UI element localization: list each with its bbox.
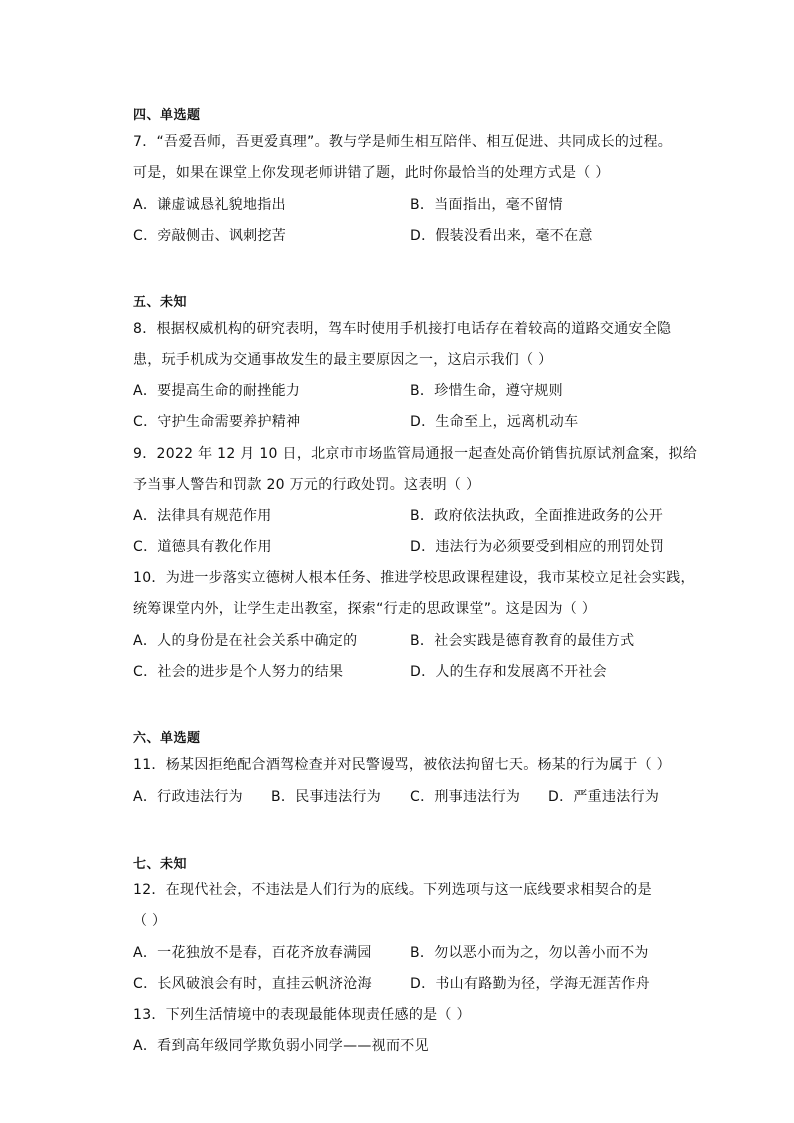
question-9-option-c: C．道德具有教化作用 [133,539,272,555]
question-9-stem-line-2: 予当事人警告和罚款 20 万元的行政处罚。这表明（ ） [133,477,481,493]
question-10-option-c: C．社会的进步是个人努力的结果 [133,664,344,680]
question-7-option-d: D．假装没看出来，毫不在意 [410,228,593,244]
question-7-stem-line-2: 可是，如果在课堂上你发现老师讲错了题，此时你最恰当的处理方式是（ ） [133,165,610,181]
question-10-stem-line-2: 统筹课堂内外，让学生走出教室，探索“行走的思政课堂”。这是因为（ ） [133,601,597,617]
question-11-option-c: C．刑事违法行为 [410,789,521,805]
question-12-stem-line-2: （ ） [133,913,167,929]
question-9-option-a: A．法律具有规范作用 [133,508,272,524]
question-7-option-a: A．谦虚诚恳礼貌地指出 [133,197,286,213]
section-heading-4: 四、单选题 [133,108,201,123]
question-12-option-b: B．勿以恶小而为之，勿以善小而不为 [410,945,649,961]
question-8-stem-line-1: 8．根据权威机构的研究表明，驾车时使用手机接打电话存在着较高的道路交通安全隐 [133,321,672,337]
question-9-option-d: D．违法行为必须要受到相应的刑罚处罚 [410,539,665,555]
question-7-option-b: B．当面指出，毫不留情 [410,197,563,213]
question-12-stem-line-1: 12．在现代社会，不违法是人们行为的底线。下列选项与这一底线要求相契合的是 [133,882,652,898]
section-heading-7: 七、未知 [133,857,188,872]
question-11-option-d: D．严重违法行为 [548,789,660,805]
question-10-option-a: A．人的身份是在社会关系中确定的 [133,633,358,649]
question-11-option-a: A．行政违法行为 [133,789,243,805]
question-10-stem-line-1: 10．为进一步落实立德树人根本任务、推进学校思政课程建设，我市某校立足社会实践， [133,570,695,586]
question-8-option-a: A．要提高生命的耐挫能力 [133,383,301,399]
question-11-stem-line-1: 11．杨某因拒绝配合酒驾检查并对民警谩骂，被依法拘留七天。杨某的行为属于（ ） [133,757,671,773]
question-7-option-c: C．旁敲侧击、讽刺挖苦 [133,228,287,244]
question-11-option-b: B．民事违法行为 [271,789,382,805]
section-heading-5: 五、未知 [133,295,188,310]
question-12-option-c: C．长风破浪会有时，直挂云帆济沧海 [133,976,372,992]
question-12-option-a: A．一花独放不是春，百花齐放春满园 [133,945,372,961]
question-10-option-d: D．人的生存和发展离不开社会 [410,664,607,680]
question-9-option-b: B．政府依法执政，全面推进政务的公开 [410,508,664,524]
question-10-option-b: B．社会实践是德育教育的最佳方式 [410,633,635,649]
question-8-option-c: C．守护生命需要养护精神 [133,414,301,430]
section-heading-6: 六、单选题 [133,731,201,746]
question-8-option-b: B．珍惜生命，遵守规则 [410,383,563,399]
question-8-option-d: D．生命至上，远离机动车 [410,414,579,430]
question-8-stem-line-2: 患，玩手机成为交通事故发生的最主要原因之一，这启示我们（ ） [133,352,553,368]
question-7-stem-line-1: 7．“吾爱吾师，吾更爱真理”。教与学是师生相互陪伴、相互促进、共同成长的过程。 [133,134,673,150]
question-9-stem-line-1: 9．2022 年 12 月 10 日，北京市市场监管局通报一起查处高价销售抗原试剂盒案，拟给 [133,446,698,462]
question-13-option-a: A．看到高年级同学欺负弱小同学——视而不见 [133,1038,429,1054]
question-13-stem-line-1: 13．下列生活情境中的表现最能体现责任感的是（ ） [133,1007,471,1023]
question-12-option-d: D．书山有路勤为径，学海无涯苦作舟 [410,976,650,992]
